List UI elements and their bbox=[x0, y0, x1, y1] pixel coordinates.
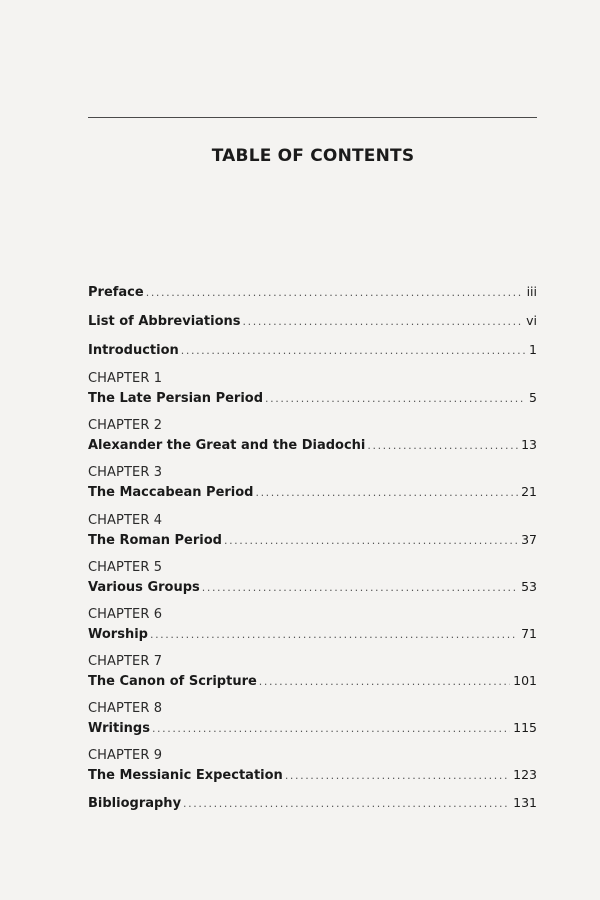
toc-line bbox=[88, 532, 537, 548]
toc-entry-chapter-8 bbox=[88, 701, 537, 736]
toc-page-number: 101 bbox=[513, 673, 537, 688]
toc-line bbox=[88, 579, 537, 595]
toc-line bbox=[88, 284, 537, 300]
toc-entry-title: Bibliography bbox=[88, 796, 182, 811]
dot-leader bbox=[367, 438, 518, 454]
toc-line bbox=[88, 626, 537, 642]
chapter-label: CHAPTER 6 bbox=[88, 607, 163, 622]
chapter-label: CHAPTER 7 bbox=[88, 654, 163, 669]
dot-leader bbox=[243, 314, 524, 330]
chapter-label: CHAPTER 2 bbox=[88, 418, 163, 433]
top-rule bbox=[88, 117, 537, 118]
toc-line bbox=[88, 437, 537, 453]
toc-entry-title: The Messianic Expectation bbox=[88, 768, 283, 783]
chapter-label: CHAPTER 1 bbox=[88, 371, 163, 386]
toc-entry-chapter-9 bbox=[88, 748, 537, 783]
toc-entry-preface bbox=[88, 284, 537, 300]
toc-line bbox=[88, 342, 537, 358]
dot-leader bbox=[224, 533, 518, 549]
toc-page-number: 53 bbox=[521, 579, 537, 594]
toc-entry-chapter-5 bbox=[88, 560, 537, 595]
toc-entry-chapter-3 bbox=[88, 465, 537, 500]
toc-page-number: iii bbox=[526, 284, 537, 299]
toc-line bbox=[88, 720, 537, 736]
toc-line bbox=[88, 795, 537, 811]
dot-leader bbox=[152, 721, 510, 737]
chapter-label: CHAPTER 4 bbox=[88, 513, 163, 528]
toc-page-number: 13 bbox=[521, 437, 537, 452]
toc-entry-title: Alexander the Great and the Diadochi bbox=[88, 438, 366, 453]
toc-entry-title: The Roman Period bbox=[88, 533, 222, 548]
chapter-label: CHAPTER 9 bbox=[88, 748, 163, 763]
toc-line bbox=[88, 313, 537, 329]
toc-entry-title: List of Abbreviations bbox=[88, 314, 241, 329]
toc-line bbox=[88, 767, 537, 783]
chapter-label: CHAPTER 8 bbox=[88, 701, 163, 716]
dot-leader bbox=[259, 674, 510, 690]
chapter-label: CHAPTER 5 bbox=[88, 560, 163, 575]
toc-page-number: vi bbox=[526, 313, 537, 328]
chapter-label: CHAPTER 3 bbox=[88, 465, 163, 480]
toc-page-number: 1 bbox=[529, 342, 537, 357]
toc-entry-chapter-6 bbox=[88, 607, 537, 642]
toc-line bbox=[88, 673, 537, 689]
dot-leader bbox=[285, 768, 510, 784]
toc-entry-introduction bbox=[88, 342, 537, 358]
toc-page-number: 71 bbox=[521, 626, 537, 641]
toc-page-number: 123 bbox=[513, 767, 537, 782]
toc-entry-title: Introduction bbox=[88, 343, 179, 358]
toc-entry-chapter-4 bbox=[88, 513, 537, 548]
toc-line bbox=[88, 484, 537, 500]
dot-leader bbox=[181, 343, 526, 359]
toc-page-number: 5 bbox=[529, 390, 537, 405]
toc-entry-title: Writings bbox=[88, 721, 150, 736]
toc-entry-title: Various Groups bbox=[88, 580, 200, 595]
toc-entry-title: Worship bbox=[88, 627, 148, 642]
toc-entry-chapter-7 bbox=[88, 654, 537, 689]
toc-entry-bibliography bbox=[88, 795, 537, 811]
dot-leader bbox=[146, 285, 524, 301]
toc-page-number: 131 bbox=[513, 795, 537, 810]
toc-entry-abbreviations bbox=[88, 313, 537, 329]
page-title: TABLE OF CONTENTS bbox=[211, 146, 415, 166]
toc-entry-chapter-2 bbox=[88, 418, 537, 453]
toc-page-number: 37 bbox=[521, 532, 537, 547]
dot-leader bbox=[202, 580, 518, 596]
toc-line bbox=[88, 390, 537, 406]
toc-entry-chapter-1 bbox=[88, 371, 537, 406]
toc-entry-title: Preface bbox=[88, 285, 144, 300]
toc-entry-title: The Late Persian Period bbox=[88, 391, 264, 406]
toc-page-number: 115 bbox=[513, 720, 537, 735]
toc-page-number: 21 bbox=[521, 484, 537, 499]
toc-entry-title: The Maccabean Period bbox=[88, 485, 254, 500]
dot-leader bbox=[265, 391, 526, 407]
toc-entry-title: The Canon of Scripture bbox=[88, 674, 257, 689]
dot-leader bbox=[255, 485, 518, 501]
dot-leader bbox=[183, 796, 510, 812]
dot-leader bbox=[150, 627, 518, 643]
